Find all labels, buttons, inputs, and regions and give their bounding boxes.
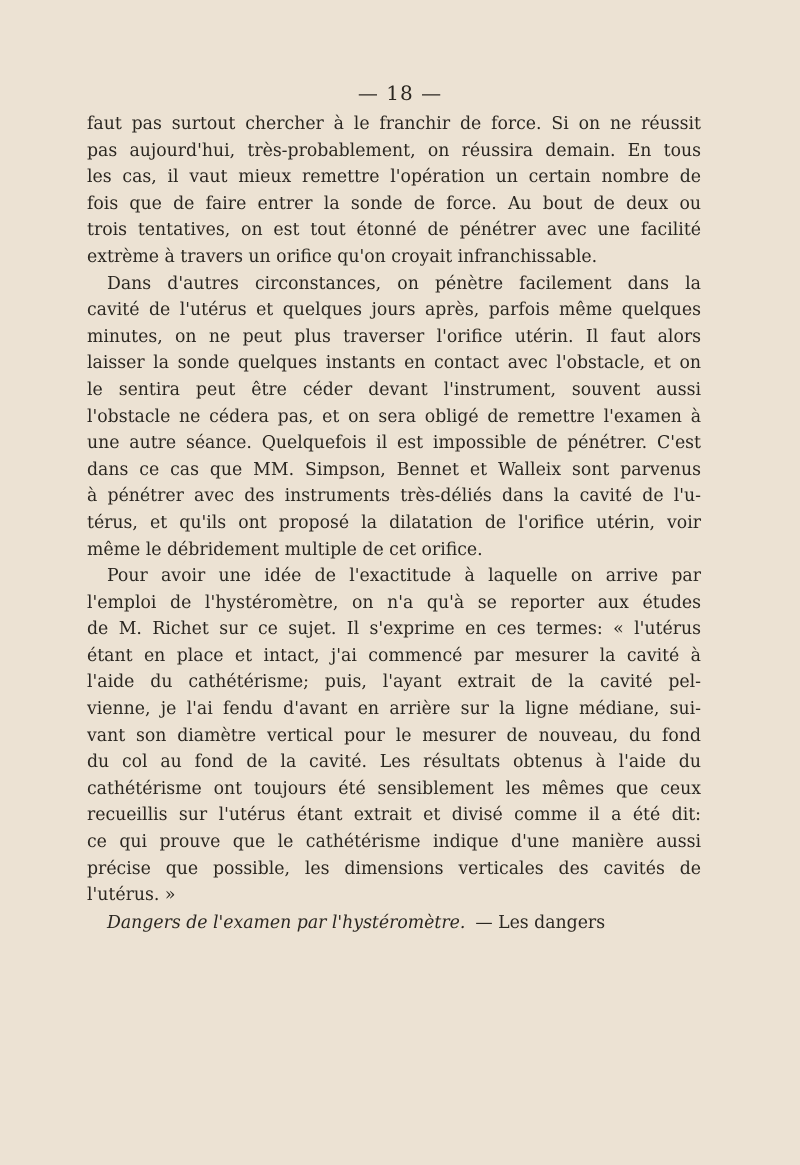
page-number: — 18 —	[357, 81, 443, 105]
section-heading-title: Dangers de l'examen par l'hystéromètre.	[107, 912, 466, 933]
text-line: vant son diamètre vertical pour le mesurer de nouveau, du fond	[87, 725, 701, 746]
text-line: à pénétrer avec des instruments très-déliés dans la cavité de l'u-	[87, 486, 701, 507]
text-line: les cas, il vaut mieux remettre l'opération un certain nombre de	[87, 167, 701, 188]
body-text	[87, 111, 701, 936]
text-line: l'obstacle ne cédera pas, et on sera obligé de remettre l'examen à	[87, 406, 701, 427]
text-line: térus, et qu'ils ont proposé la dilatation de l'orifice utérin, voir	[87, 512, 701, 533]
text-line: laisser la sonde quelques instants en contact avec l'obstacle, et on	[87, 353, 701, 374]
section-heading	[87, 910, 701, 937]
text-line: recueillis sur l'utérus étant extrait et divisé comme il a été dit:	[87, 805, 701, 826]
text-line: cavité de l'utérus et quelques jours après, parfois même quelques	[87, 300, 701, 321]
text-line: extrème à travers un orifice qu'on croyait infranchissable.	[87, 246, 598, 267]
text-line: vienne, je l'ai fendu d'avant en arrière sur la ligne médiane, sui-	[87, 699, 701, 720]
text-line: du col au fond de la cavité. Les résultats obtenus à l'aide du	[87, 752, 701, 773]
text-line: trois tentatives, on est tout étonné de pénétrer avec une facilité	[87, 220, 701, 241]
text-line: de M. Richet sur ce sujet. Il s'exprime en ces termes: « l'utérus	[87, 619, 701, 640]
text-line: minutes, on ne peut plus traverser l'orifice utérin. Il faut alors	[87, 326, 701, 347]
text-line: le sentira peut être céder devant l'instrument, souvent aussi	[87, 379, 701, 400]
text-line: précise que possible, les dimensions verticales des cavités de	[87, 858, 701, 879]
text-line: dans ce cas que MM. Simpson, Bennet et Walleix sont parvenus	[87, 459, 701, 480]
text-line: ce qui prouve que le cathétérisme indique d'une manière aussi	[87, 832, 701, 853]
text-line: Dans d'autres circonstances, on pénètre facilement dans la	[107, 273, 701, 294]
text-line: faut pas surtout chercher à le franchir de force. Si on ne réussit	[87, 114, 701, 134]
section-heading-continuation: — Les dangers	[475, 912, 606, 933]
text-line: fois que de faire entrer la sonde de force. Au bout de deux ou	[87, 193, 701, 214]
text-line: Pour avoir une idée de l'exactitude à laquelle on arrive par	[107, 566, 701, 587]
text-line: une autre séance. Quelquefois il est impossible de pénétrer. C'est	[87, 433, 701, 454]
text-line: l'aide du cathétérisme; puis, l'ayant extrait de la cavité pel-	[87, 672, 701, 693]
text-line: pas aujourd'hui, très-probablement, on réussira demain. En tous	[87, 140, 701, 161]
text-line: même le débridement multiple de cet orifice.	[87, 539, 483, 560]
text-line: cathétérisme ont toujours été sensiblement les mêmes que ceux	[87, 778, 701, 799]
text-line: l'emploi de l'hystéromètre, on n'a qu'à se reporter aux études	[87, 592, 701, 613]
text-line: étant en place et intact, j'ai commencé par mesurer la cavité à	[87, 645, 701, 666]
text-line: l'utérus. »	[87, 885, 176, 906]
